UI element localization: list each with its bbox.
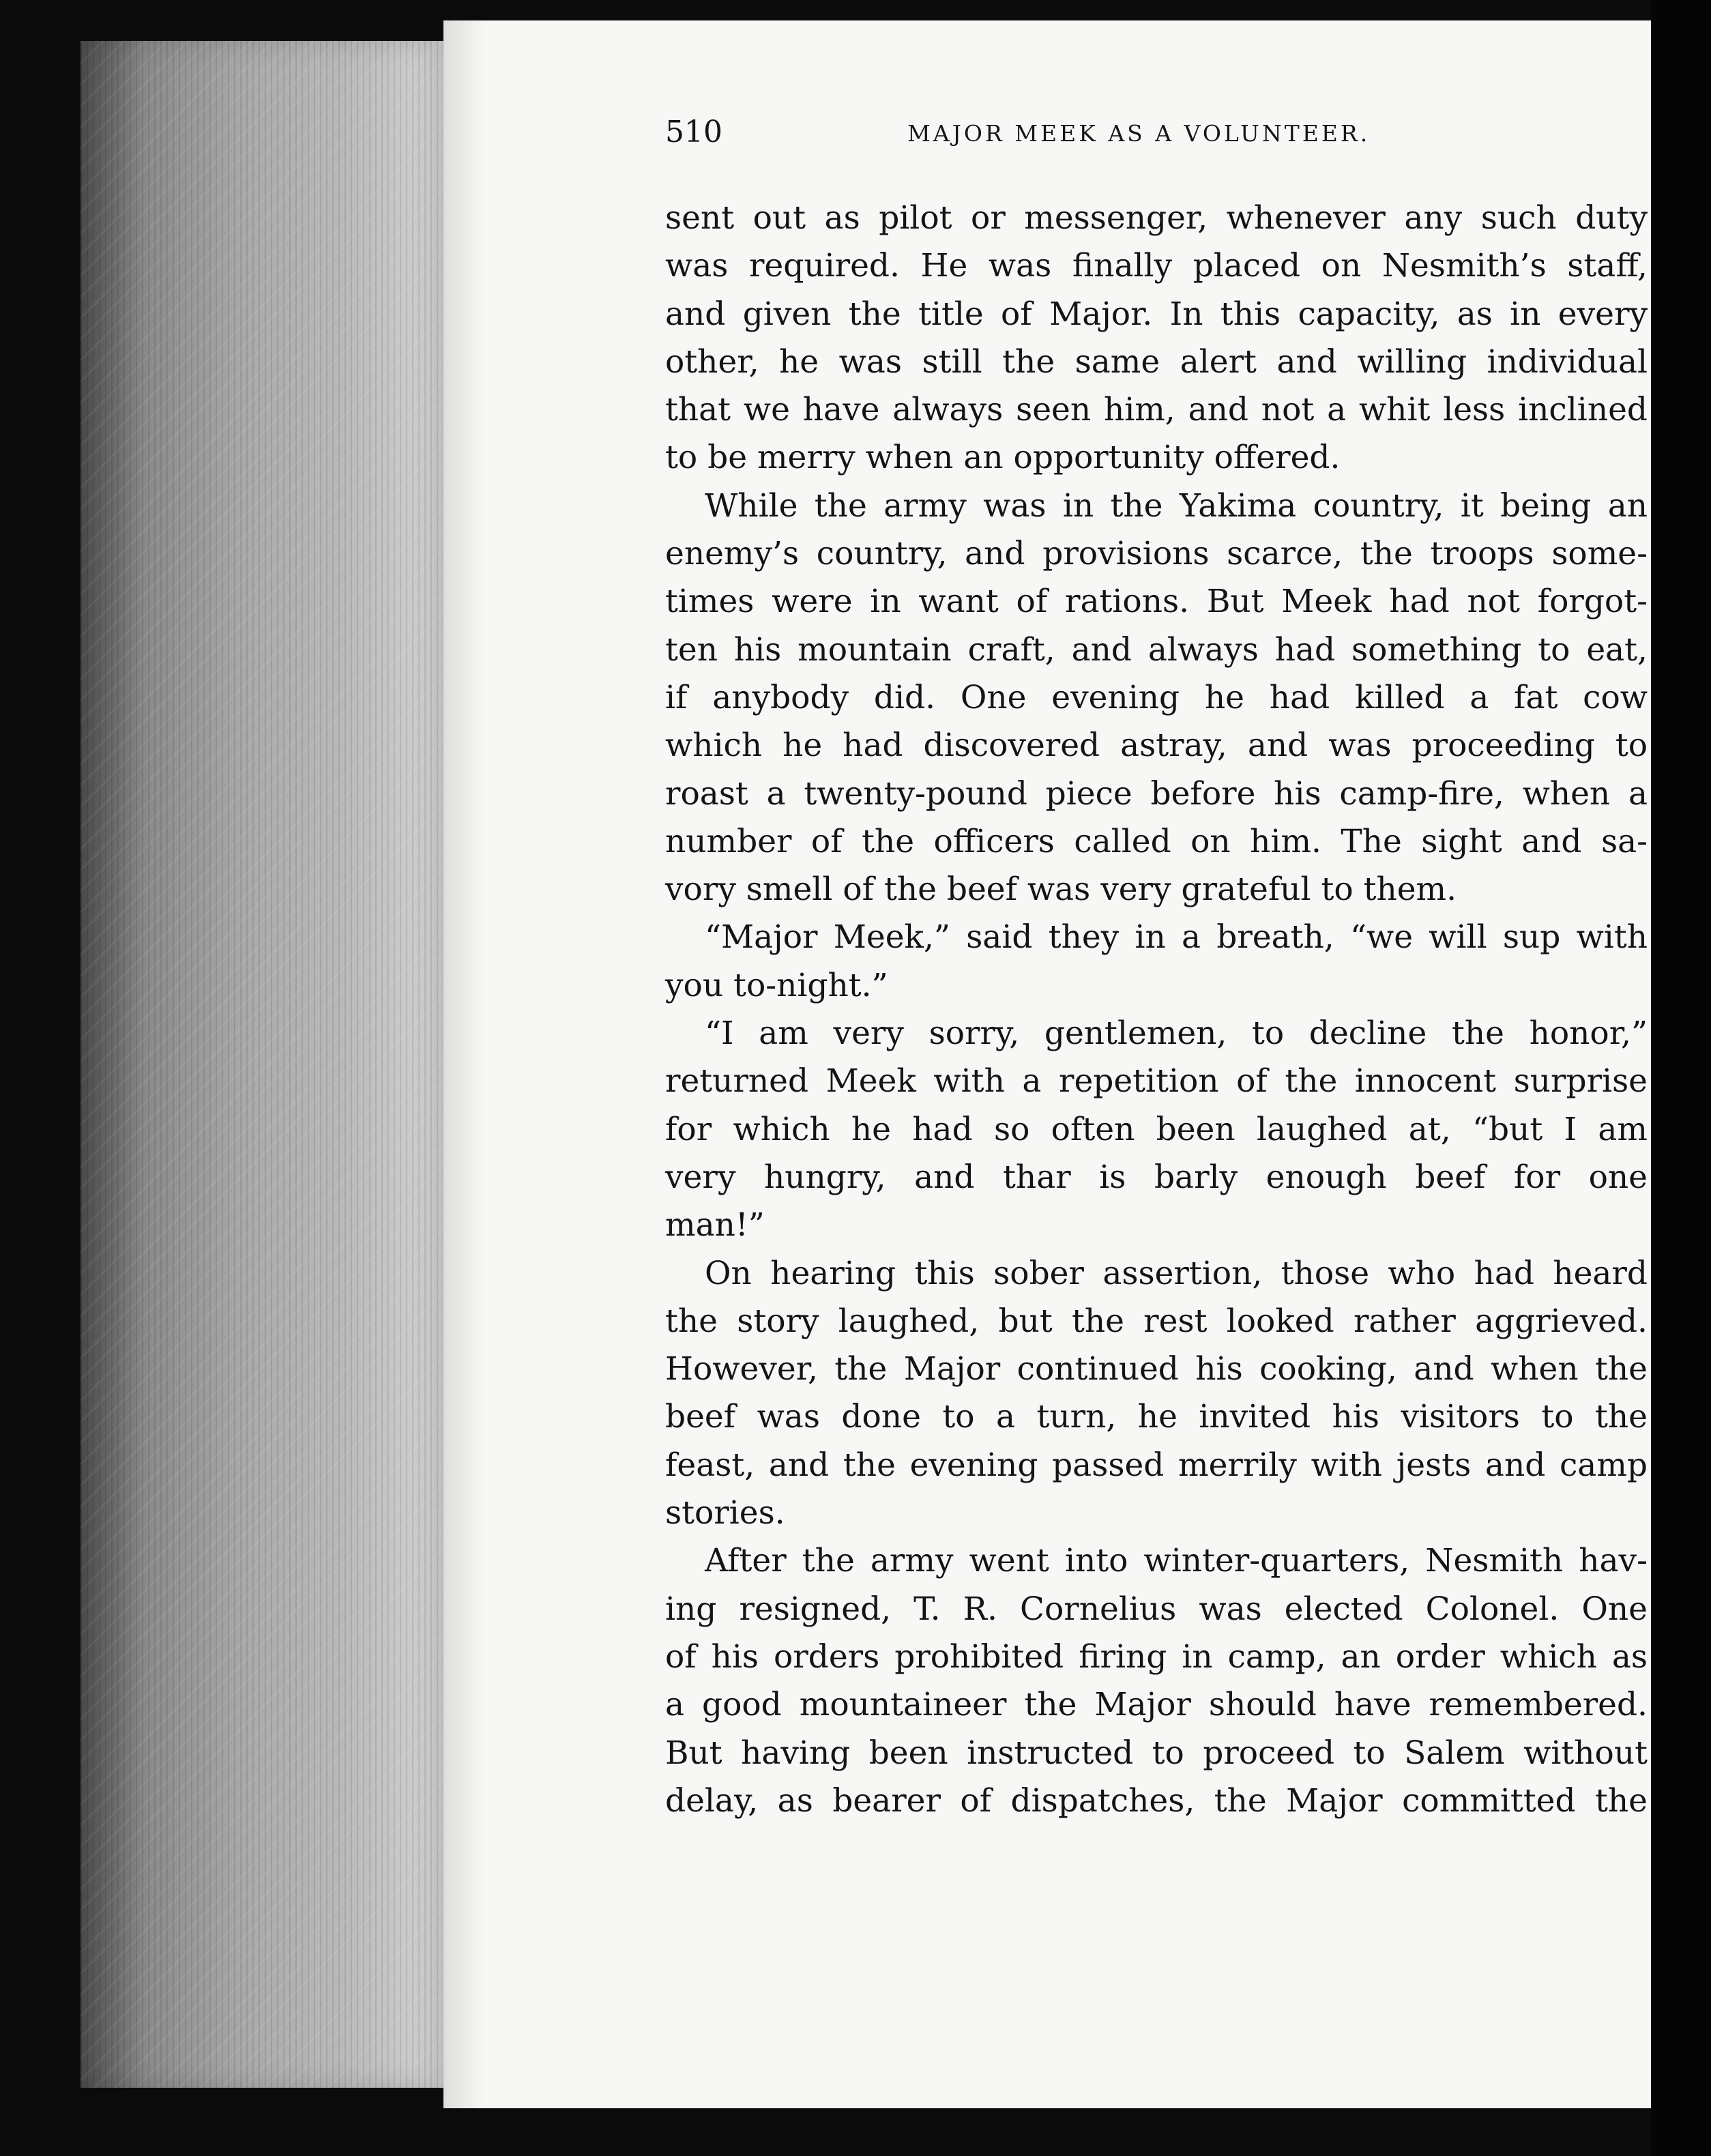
text-line: to be merry when an opportunity offered. <box>665 439 1341 477</box>
text-line: of his orders prohibited firing in camp, an order which as <box>665 1637 1648 1676</box>
text-line: “I am very sorry, gentlemen, to decline the honor,” <box>705 1015 1648 1053</box>
text-line: man!” <box>665 1206 765 1244</box>
running-head <box>665 115 1648 156</box>
text-line: stories. <box>665 1494 785 1532</box>
book-fore-edge <box>81 41 449 2088</box>
body-text <box>665 194 1648 1825</box>
text-line: very hungry, and thar is barly enough beef for one <box>665 1158 1648 1196</box>
chapter-running-title: MAJOR MEEK AS A VOLUNTEER. <box>907 120 1371 147</box>
text-line: other, he was still the same alert and willing individual <box>665 343 1648 381</box>
text-line: After the army went into winter-quarters, Nesmith hav- <box>705 1542 1648 1580</box>
page-number: 510 <box>665 115 722 149</box>
text-line: returned Meek with a repetition of the innocent surprise <box>665 1062 1648 1101</box>
text-line: you to-night.” <box>665 966 888 1004</box>
text-line: a good mountaineer the Major should have remembered. <box>665 1686 1648 1724</box>
text-line: delay, as bearer of dispatches, the Major committed the <box>665 1781 1648 1820</box>
text-line: number of the officers called on him. The sight and sa- <box>665 822 1648 860</box>
text-line: was required. He was finally placed on Nesmith’s staff, <box>665 247 1648 285</box>
text-line: On hearing this sober assertion, those who had heard <box>705 1254 1648 1292</box>
text-line: for which he had so often been laughed at, “but I am <box>665 1110 1648 1148</box>
text-line: feast, and the evening passed merrily with jests and camp <box>665 1446 1648 1484</box>
text-line: While the army was in the Yakima country, it being an <box>705 486 1648 525</box>
text-line: ten his mountain craft, and always had something to eat, <box>665 630 1648 669</box>
text-line: sent out as pilot or messenger, whenever any such duty <box>665 199 1648 237</box>
text-line: that we have always seen him, and not a whit less inclined <box>665 391 1648 429</box>
text-line: the story laughed, but the rest looked rather aggrieved. <box>665 1302 1648 1340</box>
text-line: beef was done to a turn, he invited his visitors to the <box>665 1398 1648 1436</box>
text-line: times were in want of rations. But Meek had not forgot- <box>665 583 1648 621</box>
text-line: But having been instructed to proceed to Salem without <box>665 1734 1648 1772</box>
text-line: enemy’s country, and provisions scarce, the troops some- <box>665 535 1648 573</box>
text-line: which he had discovered astray, and was proceeding to <box>665 727 1648 765</box>
text-line: roast a twenty-pound piece before his camp-fire, when a <box>665 774 1648 813</box>
text-line: ing resigned, T. R. Cornelius was elected Colonel. One <box>665 1590 1648 1628</box>
text-line: However, the Major continued his cooking, and when the <box>665 1350 1648 1388</box>
text-line: “Major Meek,” said they in a breath, “we will sup with <box>705 918 1648 957</box>
text-line: vory smell of the beef was very grateful to them. <box>665 871 1457 909</box>
text-line: and given the title of Major. In this capacity, as in every <box>665 295 1648 333</box>
text-line: if anybody did. One evening he had killed a fat cow <box>665 678 1648 716</box>
page-gutter-shadow <box>1651 0 1711 2156</box>
